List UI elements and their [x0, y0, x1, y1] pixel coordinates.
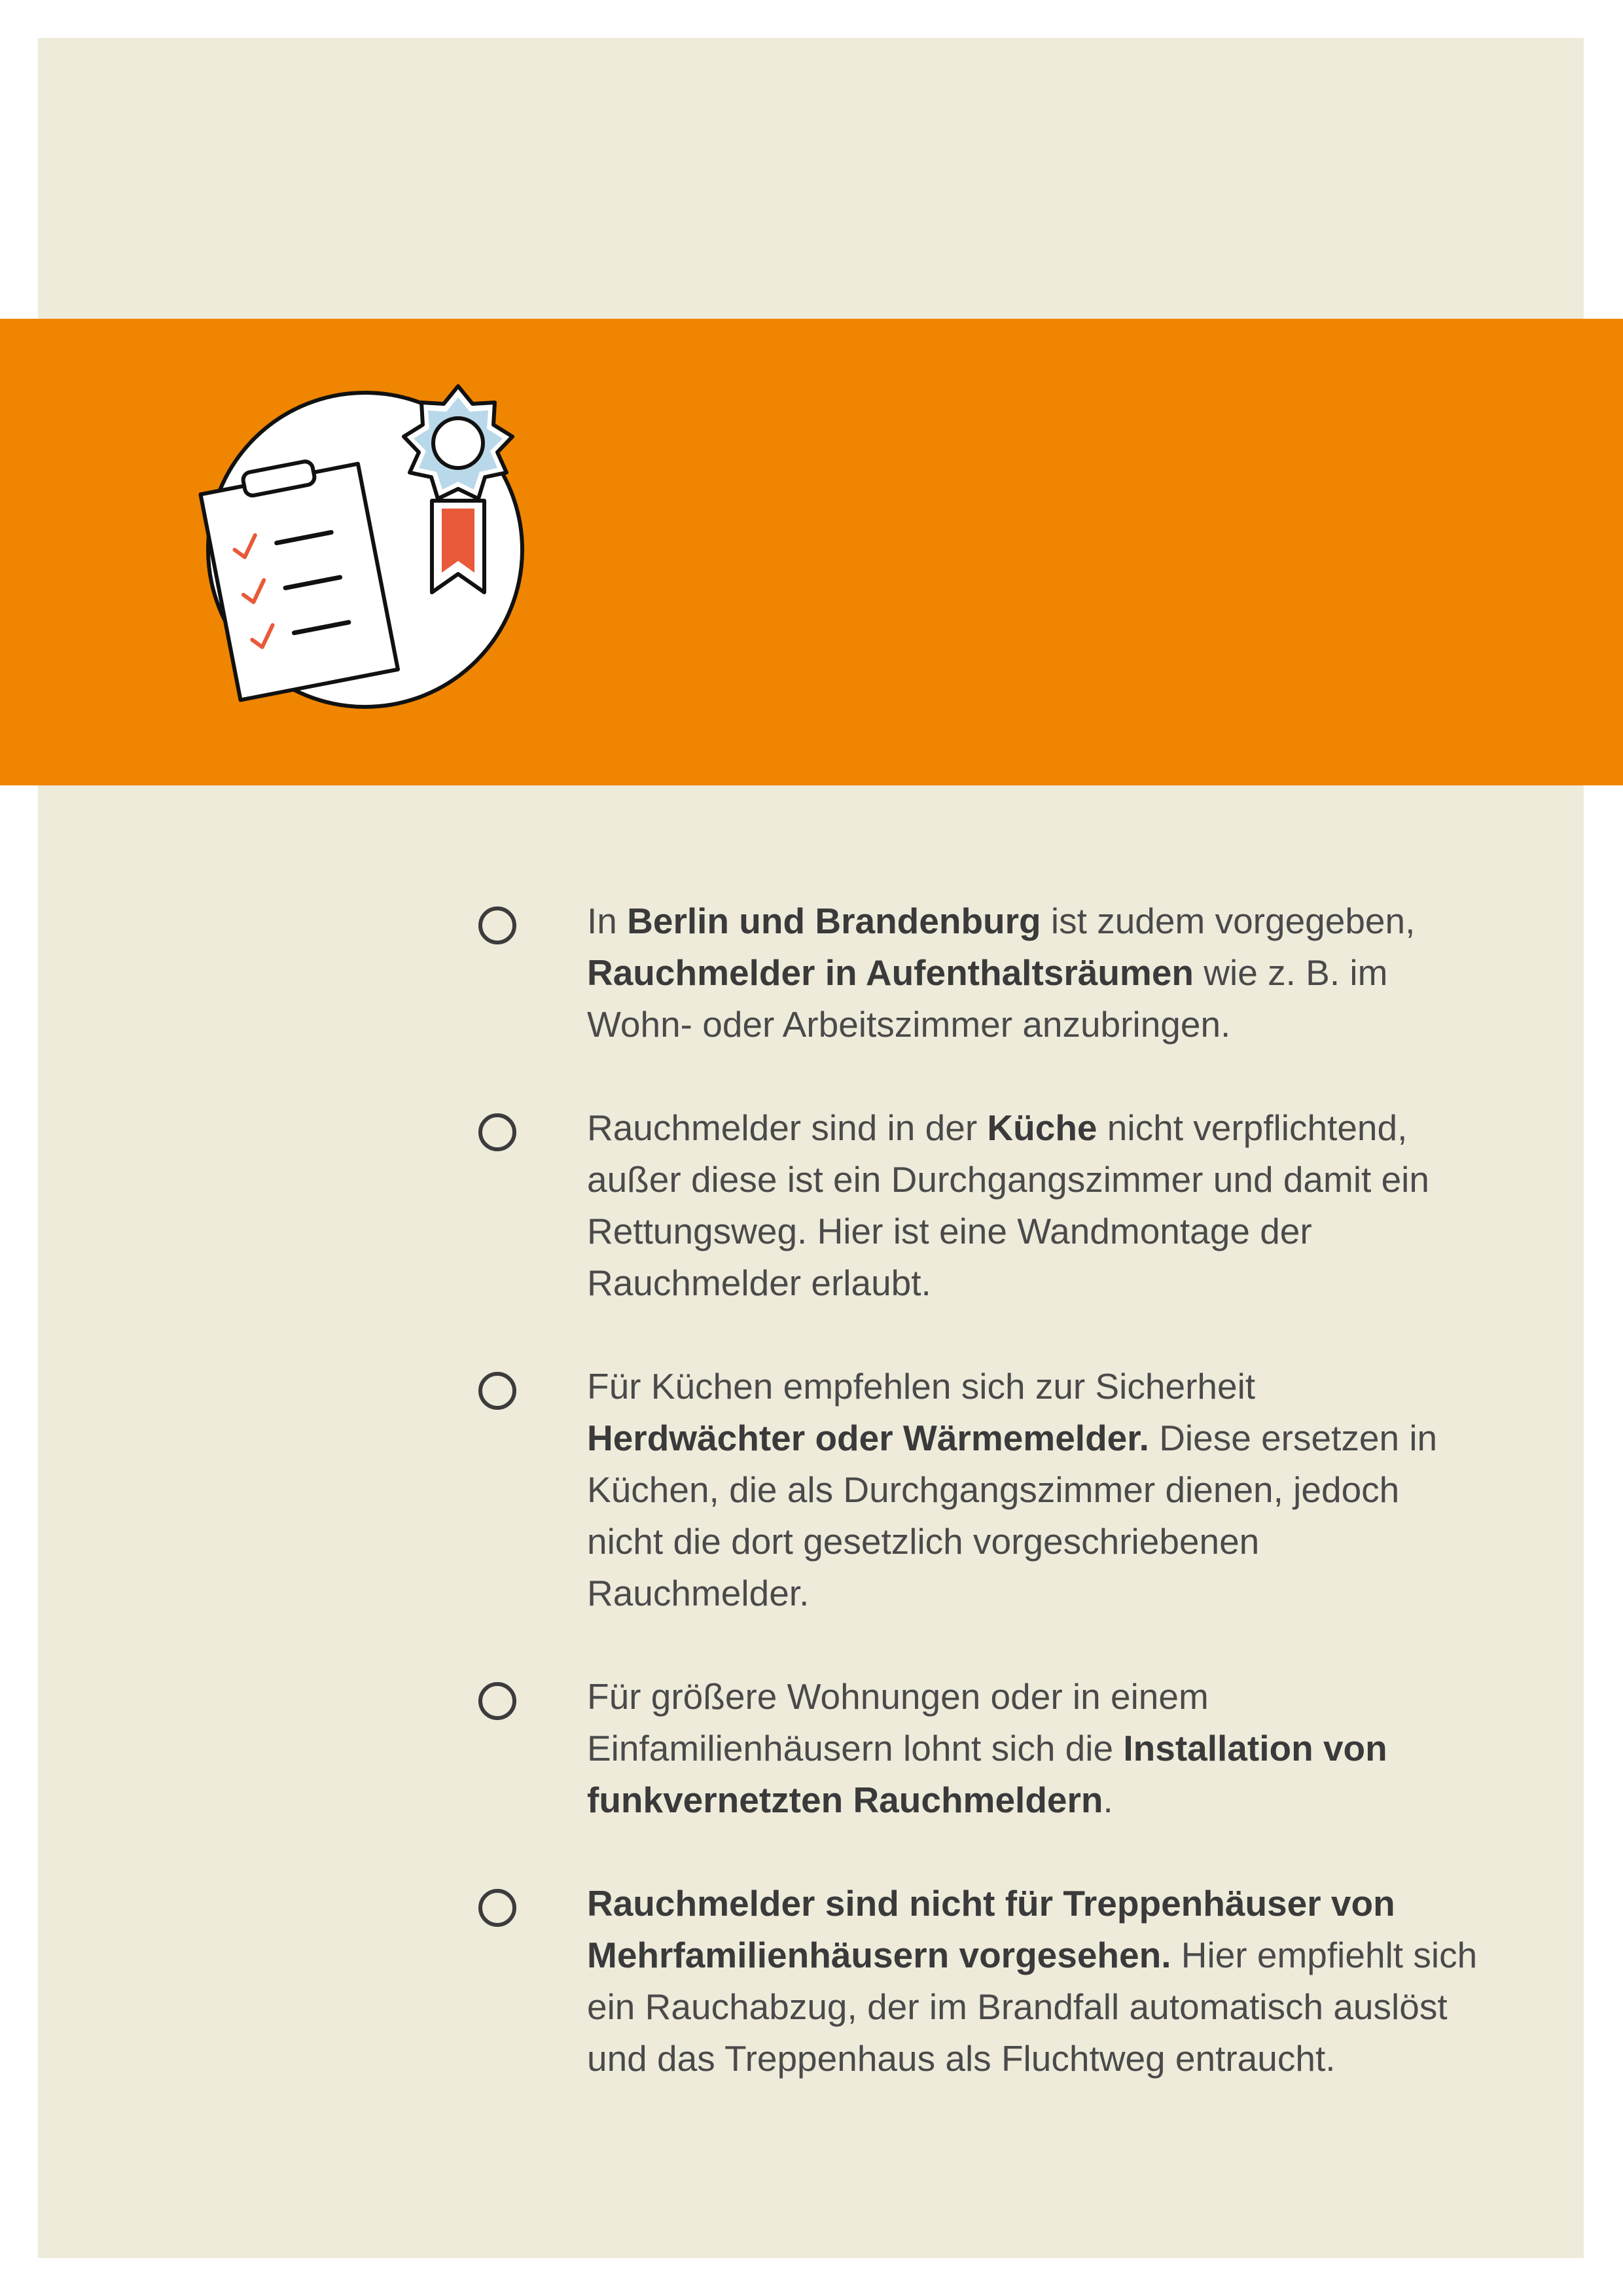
list-item	[474, 1878, 1482, 2085]
list-item	[474, 1361, 1482, 1619]
bullet-circle-icon	[478, 1372, 516, 1410]
bullet-circle-icon	[478, 906, 516, 944]
info-list	[474, 895, 1482, 2136]
clipboard-checklist-certificate-icon	[190, 383, 556, 717]
list-item-text: Rauchmelder sind nicht für Treppenhäuser von Mehrfamilienhäusern vorgesehen. Hier empfiehlt sich ein Rauchabzug, der im Brandfall automatisch auslöst und das Treppenhaus als Fluchtweg entraucht.	[587, 1883, 1478, 2079]
bullet-circle-icon	[478, 1889, 516, 1927]
list-item-text: Für größere Wohnungen oder in einem Einfamilienhäusern lohnt sich die Installation von funkvernetzten Rauchmeldern.	[587, 1676, 1387, 1820]
bullet-circle-icon	[478, 1113, 516, 1151]
list-item-text: In Berlin und Brandenburg ist zudem vorgegeben, Rauchmelder in Aufenthaltsräumen wie z. B. im Wohn- oder Arbeitszimmer anzubringen.	[587, 901, 1416, 1045]
list-item-text: Rauchmelder sind in der Küche nicht verpflichtend, außer diese ist ein Durchgangszimmer und damit ein Rettungsweg. Hier ist eine Wandmontage der Rauchmelder erlaubt.	[587, 1107, 1429, 1303]
list-item-text: Für Küchen empfehlen sich zur Sicherheit Herdwächter oder Wärmemelder. Diese ersetzen in Küchen, die als Durchgangszimmer dienen, jedoch nicht die dort gesetzlich vorgeschriebenen Rauchmelder.	[587, 1366, 1438, 1613]
bullet-circle-icon	[478, 1682, 516, 1720]
list-item	[474, 1671, 1482, 1826]
list-item	[474, 895, 1482, 1050]
list-item	[474, 1102, 1482, 1309]
